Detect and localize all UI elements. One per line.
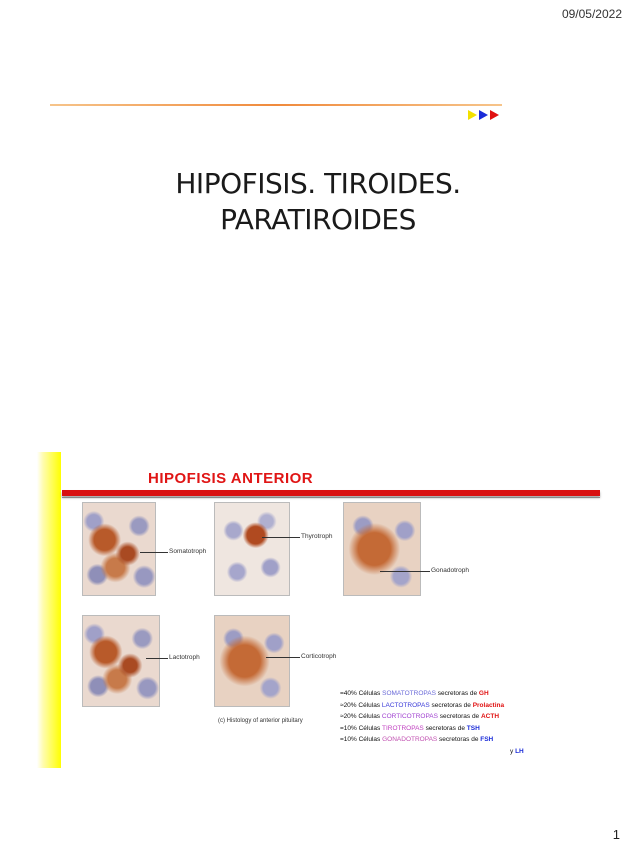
stat-hormone: ACTH <box>480 713 500 720</box>
stat-conjunction: y <box>510 747 516 755</box>
slide-title <box>60 166 576 238</box>
date-header: 09/05/2022 <box>561 7 622 21</box>
stat-mid: secretoras de <box>435 690 479 697</box>
stat-row <box>340 711 524 723</box>
stat-row <box>340 723 524 735</box>
thyrotroph-label: Thyrotroph <box>301 533 333 540</box>
stat-row <box>340 688 524 700</box>
lactotroph-label: Lactotroph <box>169 654 200 661</box>
stat-prefix: =10% Células <box>340 724 382 732</box>
arrow-triangles <box>468 110 499 120</box>
stat-prefix: ≈20% Células <box>340 713 382 720</box>
somatotroph-pointer <box>140 552 168 553</box>
stat-cell-type: LACTOTROPAS <box>381 701 430 709</box>
red-title-underline <box>62 490 600 496</box>
blue-triangle-icon <box>479 110 488 120</box>
corticotroph-pointer <box>266 657 300 658</box>
stat-cell-type: TIROTROPAS <box>381 724 424 732</box>
stat-row <box>340 700 524 712</box>
stat-hormone: LH <box>515 747 524 755</box>
slide-2-title: HIPOFISIS ANTERIOR <box>148 470 314 487</box>
page-number: 1 <box>612 827 620 842</box>
somatotroph-micrograph <box>82 502 156 596</box>
thyrotroph-micrograph <box>214 502 290 596</box>
corticotroph-micrograph <box>214 615 290 707</box>
title-line-1: HIPOFISIS. TIROIDES. <box>175 167 461 200</box>
stat-mid: secretoras de <box>437 736 481 743</box>
lactotroph-pointer <box>146 658 168 659</box>
stat-mid: secretoras de <box>437 713 481 720</box>
stat-cell-type: GONADOTROPAS <box>382 736 438 743</box>
gonadotroph-pointer <box>380 571 430 572</box>
title-line-2: PARATIROIDES <box>220 203 416 236</box>
stat-row <box>340 734 524 746</box>
cell-percentages-list <box>340 688 524 757</box>
stat-hormone: GH <box>478 690 489 697</box>
stat-prefix: =10% Células <box>340 736 383 743</box>
underline-shadow <box>62 497 600 498</box>
lactotroph-micrograph <box>82 615 160 707</box>
thyrotroph-pointer <box>262 537 300 538</box>
stat-hormone: Prolactina <box>472 701 505 709</box>
stat-cell-type: CORTICOTROPAS <box>381 713 438 720</box>
figure-caption: (c) Histology of anterior pituitary <box>218 718 303 724</box>
stat-cell-type: SOMATOTROPAS <box>382 690 436 697</box>
red-triangle-icon <box>490 110 499 120</box>
stat-hormone: TSH <box>466 724 480 732</box>
stat-row-last <box>340 746 524 758</box>
yellow-side-bar <box>37 452 61 768</box>
stat-prefix: =40% Células <box>340 690 383 697</box>
stat-prefix: ≈20% Células <box>340 701 382 709</box>
title-divider-line <box>50 104 502 106</box>
stat-mid: secretoras de <box>423 724 467 732</box>
gonadotroph-label: Gonadotroph <box>431 567 469 574</box>
corticotroph-label: Corticotroph <box>301 653 337 660</box>
somatotroph-label: Somatotroph <box>169 548 207 555</box>
stat-mid: secretoras de <box>429 701 473 709</box>
stat-hormone: FSH <box>480 736 494 743</box>
yellow-triangle-icon <box>468 110 477 120</box>
gonadotroph-micrograph <box>343 502 421 596</box>
